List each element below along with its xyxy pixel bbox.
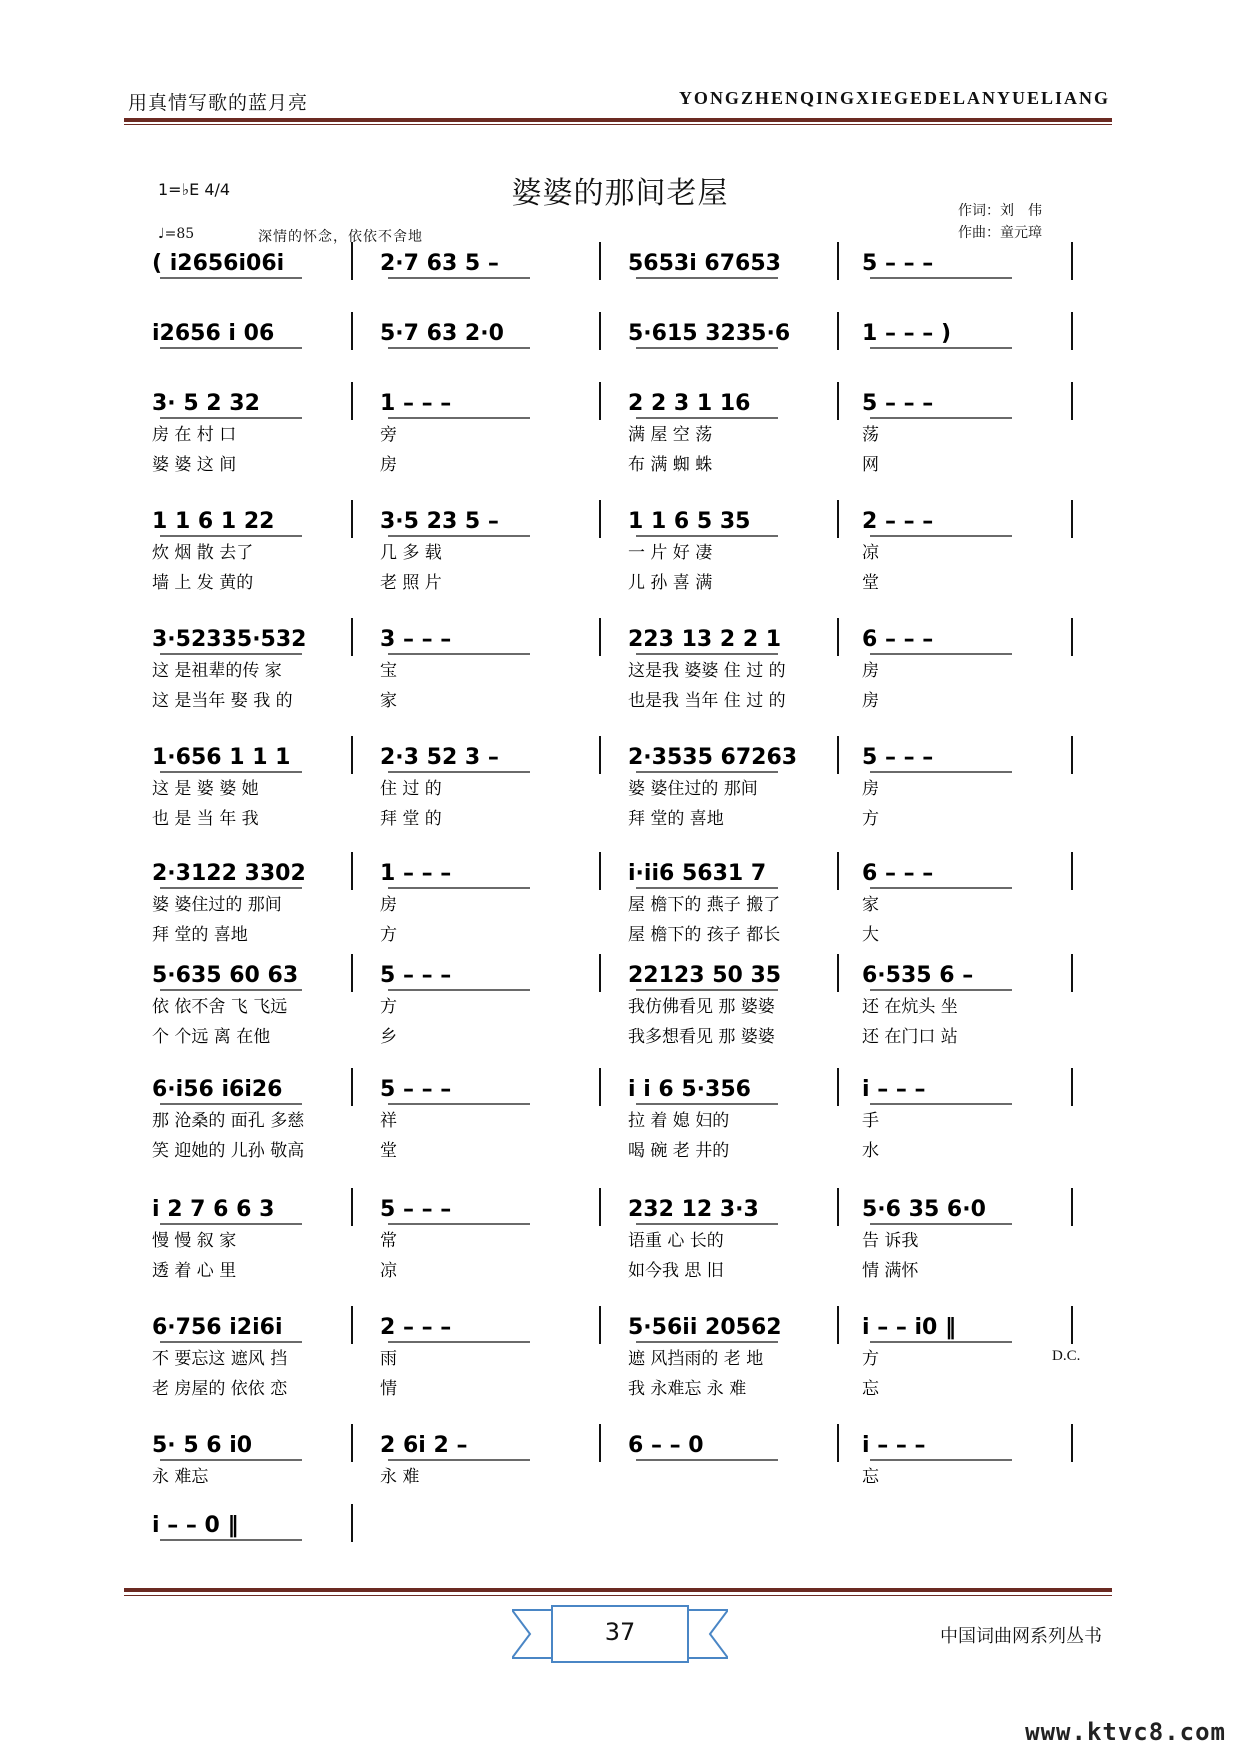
note-measure: i – – – [862, 1433, 926, 1458]
lyric-line: 房 [380, 895, 397, 915]
lyric-line: 告 诉我 [862, 1231, 919, 1251]
lyric-line: 家 [380, 691, 397, 711]
lyric-line: 水 [862, 1141, 879, 1161]
lyric-line: 家 [862, 895, 879, 915]
lyric-line: 拜 堂的 喜地 [152, 925, 248, 945]
lyric-line: 这 是祖辈的传 家 [152, 661, 282, 681]
note-measure: 2·7 63 5 – [380, 251, 499, 276]
lyric-line: 还 在门口 站 [862, 1027, 958, 1047]
note-measure: 5 – – – [862, 251, 934, 276]
lyric-line: 堂 [862, 573, 879, 593]
lyric-line: 满 屋 空 荡 [628, 425, 713, 445]
lyric-line: 这 是 婆 婆 她 [152, 779, 259, 799]
lyric-line: 永 难 [380, 1467, 420, 1487]
lyric-line: 老 照 片 [380, 573, 442, 593]
site-watermark: www.ktvc8.com [1025, 1718, 1226, 1746]
lyric-line: 方 [862, 809, 879, 829]
note-measure: 22123 50 35 [628, 963, 782, 988]
note-measure: 6 – – – [862, 627, 934, 652]
lyric-line: 常 [380, 1231, 397, 1251]
lyric-line: 炊 烟 散 去了 [152, 543, 254, 563]
note-measure: 5 – – – [862, 745, 934, 770]
note-measure: 2 6i 2 – [380, 1433, 468, 1458]
lyric-line: 永 难忘 [152, 1467, 209, 1487]
note-measure: i – – 0 ‖ [152, 1513, 239, 1538]
song-title: 婆婆的那间老屋 [511, 176, 729, 211]
note-measure: 3 – – – [380, 627, 452, 652]
note-measure: 2 2 3 1 16 [628, 391, 751, 416]
note-measure: 1 – – – [380, 391, 452, 416]
note-measure: 1 1 6 1 22 [152, 509, 275, 534]
lyric-line: 宝 [380, 661, 397, 681]
note-measure: 5·6 35 6·0 [862, 1197, 986, 1222]
lyric-line: 拜 堂 的 [380, 809, 442, 829]
note-measure: 223 13 2 2 1 [628, 627, 782, 652]
lyric-line: 房 [380, 455, 397, 475]
lyric-line: 慢 慢 叙 家 [152, 1231, 237, 1251]
lyric-line: 堂 [380, 1141, 397, 1161]
lyric-line: 透 着 心 里 [152, 1261, 237, 1281]
note-measure: i i 6 5·356 [628, 1077, 751, 1102]
note-measure: ( i2656i06i [152, 251, 285, 276]
note-measure: 3·5 23 5 – [380, 509, 499, 534]
lyric-line: 情 满怀 [862, 1261, 919, 1281]
lyric-line: 我 永难忘 永 难 [628, 1379, 747, 1399]
lyric-line: 也 是 当 年 我 [152, 809, 259, 829]
lyric-line: 那 沧桑的 面孔 多慈 [152, 1111, 305, 1131]
note-measure: 2·3535 67263 [628, 745, 798, 770]
lyric-line: 笑 迎她的 儿孙 敬高 [152, 1141, 305, 1161]
lyric-line: 婆 婆住过的 那间 [628, 779, 758, 799]
note-measure: 6 – – 0 [628, 1433, 704, 1458]
composer-credit: 作曲：童元璋 [958, 225, 1042, 241]
lyric-line: 方 [862, 1349, 879, 1369]
lyric-line: 喝 碗 老 井的 [628, 1141, 730, 1161]
lyric-line: 拜 堂的 喜地 [628, 809, 724, 829]
lyric-line: 这是我 婆婆 住 过 的 [628, 661, 786, 681]
note-measure: 5· 5 6 i0 [152, 1433, 253, 1458]
note-measure: 5 – – – [380, 1077, 452, 1102]
note-measure: 1·656 1 1 1 [152, 745, 291, 770]
note-measure: 1 1 6 5 35 [628, 509, 751, 534]
lyric-line: 荡 [862, 425, 879, 445]
lyric-line: 不 要忘这 遮风 挡 [152, 1349, 288, 1369]
note-measure: 2 – – – [862, 509, 934, 534]
lyric-line: 儿 孙 喜 满 [628, 573, 713, 593]
lyric-line: 祥 [380, 1111, 397, 1131]
lyric-line: 忘 [862, 1379, 879, 1399]
note-measure: i 2 7 6 6 3 [152, 1197, 275, 1222]
lyric-line: 我多想看见 那 婆婆 [628, 1027, 775, 1047]
da-capo-mark: D.C. [1052, 1348, 1081, 1364]
note-measure: 5·7 63 2·0 [380, 321, 504, 346]
note-measure: 2 – – – [380, 1315, 452, 1340]
lyric-line: 房 在 村 口 [152, 425, 237, 445]
lyric-line: 这 是当年 娶 我 的 [152, 691, 293, 711]
lyric-line: 方 [380, 925, 397, 945]
lyric-line: 大 [862, 925, 879, 945]
lyric-line: 屋 檐下的 燕子 搬了 [628, 895, 781, 915]
note-measure: 1 – – – [380, 861, 452, 886]
lyric-line: 忘 [862, 1467, 879, 1487]
note-measure: i2656 i 06 [152, 321, 275, 346]
lyric-line: 房 [862, 661, 879, 681]
lyric-line: 婆 婆 这 间 [152, 455, 237, 475]
lyric-line: 我仿佛看见 那 婆婆 [628, 997, 775, 1017]
page-number: 37 [604, 1618, 636, 1646]
lyric-line: 还 在炕头 坐 [862, 997, 958, 1017]
lyric-line: 雨 [380, 1349, 397, 1369]
lyric-line: 遮 风挡雨的 老 地 [628, 1349, 764, 1369]
lyric-line: 手 [862, 1111, 879, 1131]
note-measure: 6 – – – [862, 861, 934, 886]
header-right-title: YONGZHENQINGXIEGEDELANYUELIANG [678, 88, 1110, 108]
lyric-line: 房 [862, 779, 879, 799]
key-signature: 1=♭E 4/4 [158, 180, 231, 199]
lyric-line: 语重 心 长的 [628, 1231, 724, 1251]
expression-mark: 深情的怀念，依依不舍地 [258, 229, 423, 245]
lyric-line: 如今我 思 旧 [628, 1261, 724, 1281]
note-measure: 5·615 3235·6 [628, 321, 791, 346]
note-measure: 2·3122 3302 [152, 861, 306, 886]
lyric-line: 住 过 的 [380, 779, 442, 799]
note-measure: 2·3 52 3 – [380, 745, 499, 770]
lyric-line: 布 满 蜘 蛛 [628, 455, 713, 475]
note-measure: 5·635 60 63 [152, 963, 299, 988]
note-measure: 3· 5 2 32 [152, 391, 260, 416]
lyric-line: 旁 [380, 425, 397, 445]
note-measure: 6·i56 i6i26 [152, 1077, 283, 1102]
lyric-line: 方 [380, 997, 397, 1017]
lyric-line: 凉 [380, 1261, 397, 1281]
footer-rule-thick [124, 1588, 1112, 1592]
note-measure: 5·56ii 20562 [628, 1315, 782, 1340]
lyric-line: 凉 [862, 543, 879, 563]
note-measure: i – – – [862, 1077, 926, 1102]
note-measure: 5653i 67653 [628, 251, 781, 276]
lyric-line: 乡 [380, 1027, 397, 1047]
note-measure: i – – i0 ‖ [862, 1315, 957, 1340]
lyric-line: 依 依不舍 飞 飞远 [152, 997, 288, 1017]
lyric-line: 网 [862, 455, 879, 475]
lyricist-credit: 作词：刘 伟 [958, 203, 1042, 219]
footer-rule-thin [124, 1595, 1112, 1596]
lyric-line: 一 片 好 凄 [628, 543, 713, 563]
note-measure: 5 – – – [380, 1197, 452, 1222]
lyric-line: 老 房屋的 依依 恋 [152, 1379, 288, 1399]
note-measure: 232 12 3·3 [628, 1197, 759, 1222]
note-measure: i·ii6 5631 7 [628, 861, 767, 886]
lyric-line: 拉 着 媳 妇的 [628, 1111, 730, 1131]
note-measure: 5 – – – [380, 963, 452, 988]
lyric-line: 房 [862, 691, 879, 711]
note-measure: 6·535 6 – [862, 963, 974, 988]
lyric-line: 情 [380, 1379, 397, 1399]
lyric-line: 几 多 载 [380, 543, 442, 563]
note-measure: 1 – – – ) [862, 321, 951, 346]
lyric-line: 也是我 当年 住 过 的 [628, 691, 786, 711]
lyric-line: 墙 上 发 黄的 [152, 573, 254, 593]
tempo-mark: ♩=85 [158, 226, 195, 242]
header-left-title: 用真情写歌的蓝月亮 [128, 92, 309, 114]
series-name: 中国词曲网系列丛书 [940, 1626, 1102, 1647]
note-measure: 5 – – – [862, 391, 934, 416]
lyric-line: 婆 婆住过的 那间 [152, 895, 282, 915]
note-measure: 3·52335·532 [152, 627, 307, 652]
lyric-line: 个 个远 离 在他 [152, 1027, 271, 1047]
note-measure: 6·756 i2i6i [152, 1315, 283, 1340]
lyric-line: 屋 檐下的 孩子 都长 [628, 925, 781, 945]
